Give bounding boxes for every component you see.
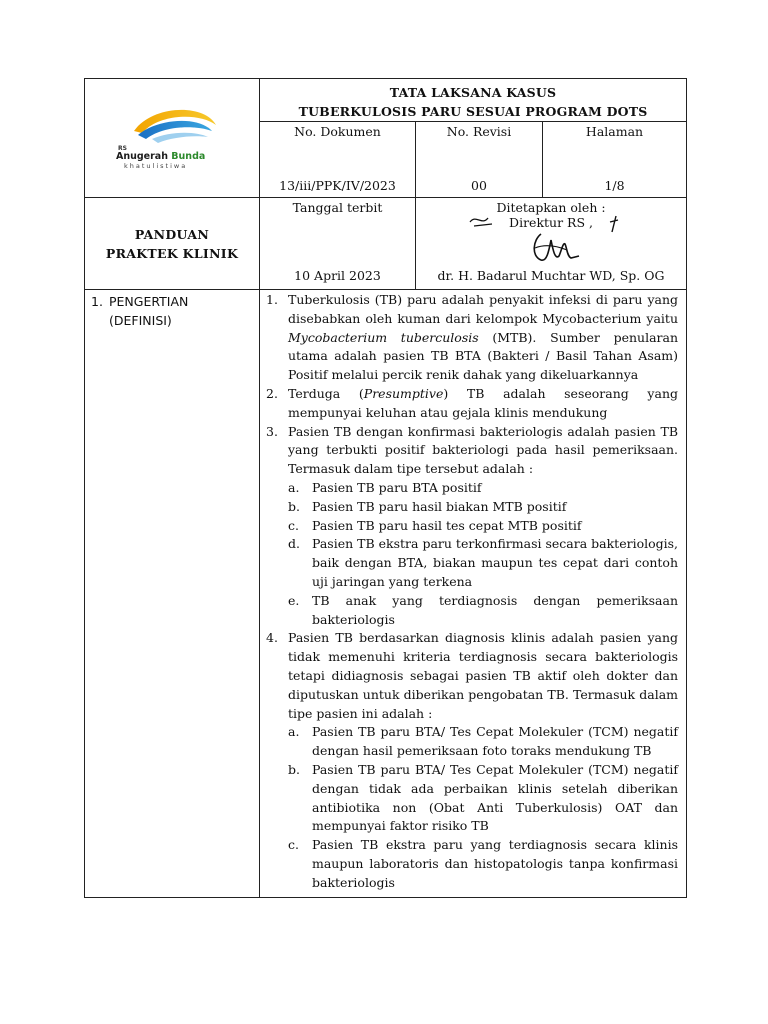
director-label: Direktur RS , [509,215,593,230]
hospital-logo-cell [85,79,260,198]
page-value: 1/8 [543,178,687,198]
director-name: dr. H. Badarul Muchtar WD, Sp. OG [416,268,687,290]
issued-date-value: 10 April 2023 [260,268,416,290]
sub-list [288,723,678,892]
director-signature [521,230,581,264]
logo-name-part2: Bunda [171,151,206,162]
definition-content [260,290,687,898]
section-label-line-2: (DEFINISI) [109,313,172,328]
list-item: 1. Tuberkulosis (TB) paru adalah penyakit infeksi di paru yang disebabkan oleh kuman dari kelompok Mycobacterium yaitu Mycobacterium tuberculosis (MTB). Sumber penularan utama adalah pasien TB BTA (Bakteri / Basil Tahan Asam) Positif melalui percik renik dahak yang dikeluarkannya [266,292,679,383]
list-item: 4. Pasien TB berdasarkan diagnosis klinis adalah pasien yang tidak memenuhi kriteria terdiagnosis secara bakteriologis tetapi didiagnosis sebagai pasien TB aktif oleh dokter dan diputuskan untuk diberikan pengobatan TB. Termasuk dalam tipe pasien ini adalah : a. Pasien TB paru BTA/ Tes Cepat Molekuler (TCM) negatif dengan hasil pemeriksaan foto toraks mendukung TB b. Pasien TB paru BTA/ Tes Cepat Molekuler (TCM) negatif dengan tidak ada perbaikan klinis setelah diberikan antibiotika non (Obat Anti Tuberkulosis) OAT dan mempunyai faktor risiko TB c. Pasien TB ekstra paru yang terdiagnosis secara klinis maupun laboratoris dan histopatologis tanpa konfirmasi bakteriologis [266,629,678,892]
list-item: 2. Terduga (Presumptive) TB adalah seseorang yang mempunyai keluhan atau gejala klinis mendukung [266,385,678,420]
section-label [85,290,260,898]
sub-list-item: a. Pasien TB paru BTA/ Tes Cepat Molekuler (TCM) negatif dengan hasil pemeriksaan foto toraks mendukung TB [288,724,679,759]
document-title [260,79,687,122]
document-type [85,198,260,290]
sub-list-item: a. Pasien TB paru BTA positif [288,479,482,495]
revision-label: No. Revisi [416,122,543,178]
stamp-mark [468,212,498,230]
page-label: Halaman [543,122,687,178]
sub-list-item: c. Pasien TB ekstra paru yang terdiagnosis secara klinis maupun laboratoris dan histopatologis tanpa konfirmasi bakteriologis [288,837,679,890]
revision-value: 00 [416,178,543,198]
svg-text:Anugerah Bunda [116,151,205,162]
title-line-2: TUBERKULOSIS PARU SESUAI PROGRAM DOTS [298,104,648,119]
list-item: 3. Pasien TB dengan konfirmasi bakteriologis adalah pasien TB yang terbukti positif bakteriologi pada hasil pemeriksaan. Termasuk dalam tipe tersebut adalah : a. Pasien TB paru BTA positif b. Pasien TB paru hasil biakan MTB positif c. Pasien TB paru hasil tes cepat MTB positif d. Pasien TB ekstra paru terkonfirmasi secara bakteriologis, baik dengan BTA, biakan maupun tes cepat dari contoh uji jaringan yang terkena e. TB anak yang terdiagnosis dengan pemeriksaan bakteriologis [266,423,678,630]
logo-rs: RS [118,145,127,152]
doc-type-line-1: PANDUAN [134,226,210,242]
section-number: 1. [91,294,103,309]
title-line-1: TATA LAKSANA KASUS [389,85,557,100]
issued-date-label: Tanggal terbit [260,198,416,268]
set-by-label: Ditetapkan oleh : [496,200,606,215]
doc-number-label: No. Dokumen [260,122,416,178]
sub-list-item: e. TB anak yang terdiagnosis dengan pemeriksaan bakteriologis [288,592,679,627]
logo-name-part1: Anugerah [116,151,172,162]
sub-list [288,479,678,629]
approval-signature-block [416,198,687,268]
hospital-logo [112,101,232,171]
doc-type-line-2: PRAKTEK KLINIK [105,245,239,261]
section-label-line-1: PENGERTIAN [109,294,189,309]
document-table [84,78,687,898]
sub-list-item: b. Pasien TB paru hasil biakan MTB positif [288,498,567,514]
logo-tagline: khatulistiwa [124,162,188,170]
sub-list-item: c. Pasien TB paru hasil tes cepat MTB positif [288,517,582,533]
definition-list [266,291,678,893]
doc-number-value: 13/iii/PPK/IV/2023 [260,178,416,198]
initial-mark [608,214,620,234]
sub-list-item: b. Pasien TB paru BTA/ Tes Cepat Molekuler (TCM) negatif dengan tidak ada perbaikan klinis setelah diberikan antibiotika non (Obat Anti Tuberkulosis) OAT dan mempunyai faktor risiko TB [288,761,679,834]
sub-list-item: d. Pasien TB ekstra paru terkonfirmasi secara bakteriologis, baik dengan BTA, biakan maupun tes cepat dari contoh uji jaringan yang terkena [288,536,679,589]
document-page [84,78,686,898]
